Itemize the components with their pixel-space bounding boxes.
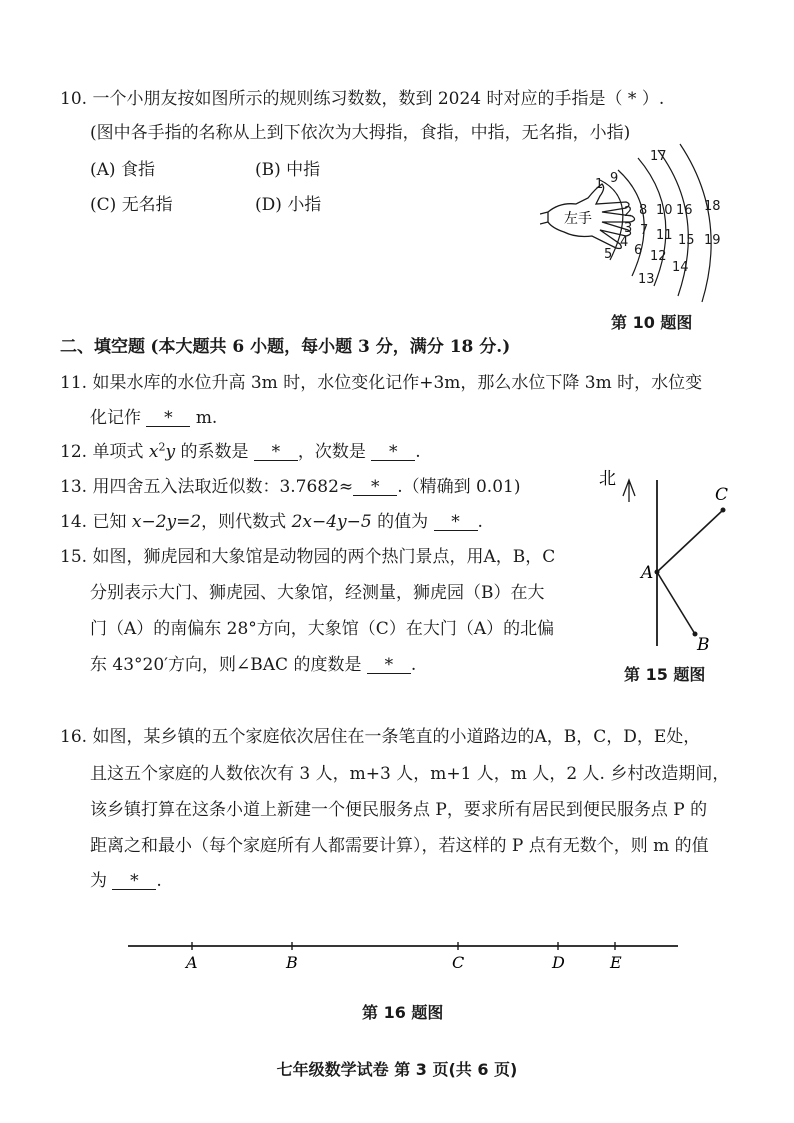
q10-line [60,84,664,109]
q12-pre: 单项式 [92,442,149,462]
count-number: 16 [676,203,693,218]
q12-mid1: 的系数是 [175,442,249,462]
count-number: 4 [620,235,629,250]
q10-text: 一个小朋友按如图所示的规则练习数数，数到 2024 时对应的手指是（ * ）. [92,89,665,109]
q10-option-b [255,155,320,180]
label-e: E [610,953,622,972]
q15-line4 [90,650,416,675]
q12-mid2: ，次数是 [297,442,366,462]
q11-text2: 化记作 [90,408,141,428]
section2-desc: (本大题共 6 小题，每小题 3 分，满分 18 分.) [150,337,511,357]
count-number: 13 [638,272,655,287]
q14-expr2: 2x−4y−5 [291,512,372,532]
count-number: 15 [678,233,695,248]
q14-pre: 已知 [92,512,132,532]
label-a: A [641,563,654,583]
count-number: 12 [650,249,667,264]
q14-mid: ，则代数式 [201,512,292,532]
q14-expr1: x−2y=2 [131,512,202,532]
q10-option-a [90,155,155,180]
point-c [721,508,726,513]
q13-pre: 用四舍五入法取近似数：3.7682≈ [92,477,354,497]
count-number: 10 [656,203,673,218]
count-number: 5 [604,247,613,262]
q11-line1 [60,368,702,393]
q12-expr-base: x [148,442,159,462]
q16-blank: * [112,873,156,890]
section2-title: 二、填空题 [60,337,145,357]
q10-caption: 第 10 题图 [611,313,693,332]
q15-text1: 如图，狮虎园和大象馆是动物园的两个热门景点，用A，B，C [92,547,556,567]
count-number: 3 [624,221,633,236]
q15-last: 东 43°20′方向，则∠BAC 的度数是 [90,655,362,675]
segment-ab [657,572,695,634]
q12-blank1: * [254,444,298,461]
label-a: A [186,953,198,972]
count-number: 7 [640,223,649,238]
q10-option-d [255,190,321,215]
segment-ac [657,510,723,572]
count-number: 2 [624,205,633,220]
north-arrow-icon [623,480,635,502]
count-number: 17 [650,149,667,164]
q12-post: . [415,442,421,462]
q16-line3: 该乡镇打算在这条小道上新建一个便民服务点 P，要求所有居民到便民服务点 P 的 [90,800,708,820]
q14-line [60,507,483,532]
q15-figure [595,462,745,662]
label-c: C [715,485,729,505]
q16-line5 [90,866,162,891]
q16-post: . [156,871,162,891]
q12-expr-tail: y [165,442,176,462]
q15-blank: * [367,657,411,674]
q12-number: 12. [60,442,88,462]
q14-mid2: 的值为 [371,512,429,532]
count-number: 1 [595,177,604,192]
count-number: 11 [656,228,673,243]
count-number: 9 [610,171,619,186]
q15-line2: 分别表示大门、狮虎园、大象馆，经测量，狮虎园（B）在大 [90,583,545,603]
q15-line1 [60,542,555,567]
q16-line2: 且这五个家庭的人数依次有 3 人，m+3 人，m+1 人，m 人，2 人. 乡村改造期间， [90,764,730,784]
count-number: 6 [634,243,643,258]
option-key: (B) [255,160,281,180]
q11-blank: * [146,410,190,427]
option-text: 小指 [287,195,322,215]
q13-post: .（精确到 0.01) [397,477,521,497]
q15-caption: 第 15 题图 [624,665,706,684]
q11-number: 11. [60,373,88,393]
q16-caption: 第 16 题图 [362,1003,444,1022]
q10-figure [540,140,740,305]
q10-option-c [90,190,173,215]
q12-blank2: * [371,444,415,461]
q14-blank: * [434,514,478,531]
count-number: 18 [704,199,721,214]
label-b: B [697,635,710,655]
hand-label: 左手 [564,211,592,227]
section2-heading [60,332,510,357]
q13-number: 13. [60,477,88,497]
q11-unit: m. [195,408,218,428]
q12-line [60,437,421,462]
option-key: (D) [255,195,282,215]
q16-line1 [60,722,700,747]
q13-blank: * [353,479,397,496]
point-a [655,570,660,575]
q16-text1: 如图，某乡镇的五个家庭依次居住在一条笔直的小道路边的A，B，C，D，E处， [92,727,701,747]
count-number: 14 [672,260,689,275]
q13-line [60,472,520,497]
q16-last: 为 [90,871,107,891]
option-text: 食指 [120,160,155,180]
q12-expr-exp: 2 [158,440,166,454]
q16-line4: 距离之和最小（每个家庭所有人都需要计算），若这样的 P 点有无数个，则 m 的值 [90,836,709,856]
q11-text: 如果水库的水位升高 3m 时，水位变化记作+3m，那么水位下降 3m 时，水位变 [92,373,703,393]
option-text: 中指 [286,160,321,180]
q10-number: 10. [60,89,88,109]
q16-number: 16. [60,727,88,747]
option-key: (C) [90,195,117,215]
q14-post: . [477,512,483,532]
q11-line2 [90,403,217,428]
north-label: 北 [599,469,616,489]
count-arcs [600,144,711,302]
option-key: (A) [90,160,116,180]
q14-number: 14. [60,512,88,532]
q15-post: . [410,655,417,675]
count-number: 19 [704,233,721,248]
option-text: 无名指 [121,195,173,215]
page-footer: 七年级数学试卷 第 3 页(共 6 页) [276,1060,518,1079]
q16-figure [120,930,690,980]
q15-line3: 门（A）的南偏东 28°方向，大象馆（C）在大门（A）的北偏 [90,619,555,639]
label-d: D [552,953,565,972]
label-b: B [286,953,298,972]
label-c: C [452,953,465,972]
q10-note: (图中各手指的名称从上到下依次为大拇指，食指，中指，无名指，小指) [90,123,631,143]
count-number: 8 [639,203,648,218]
q15-number: 15. [60,547,88,567]
